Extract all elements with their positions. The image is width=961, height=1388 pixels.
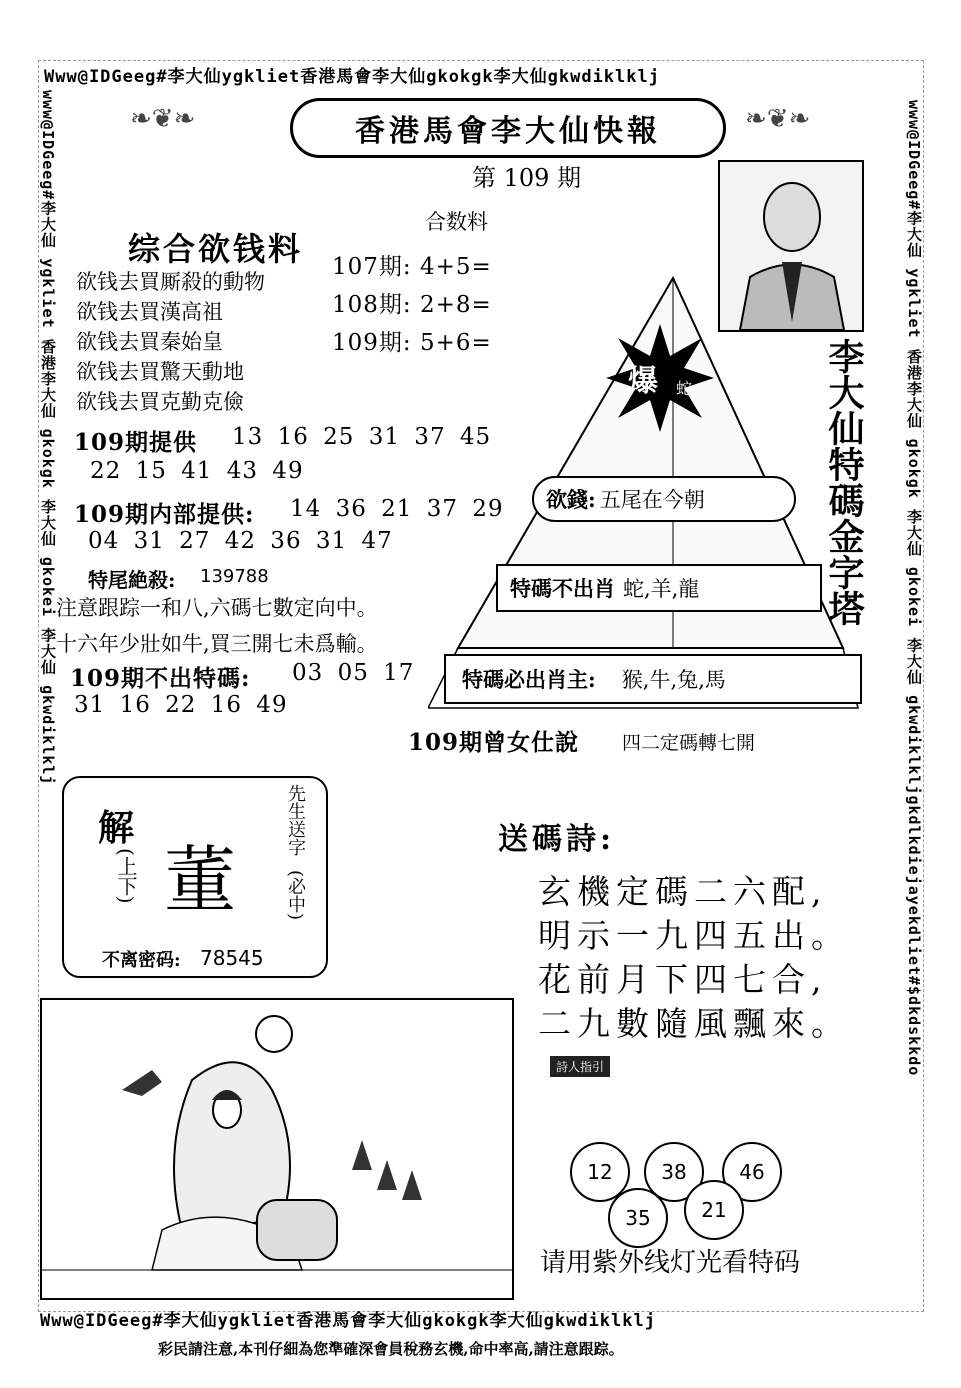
riddle-side-2: (必中) xyxy=(285,870,306,921)
top-banner: Www@IDGeeg#李大仙ygkliet香港馬會李大仙gkokgk李大仙gkwdiklklj xyxy=(44,67,660,87)
right-ornament: ❧❦❧ xyxy=(745,104,811,134)
lady-illustration xyxy=(42,1000,512,1298)
poem-tag: 詩人指引 xyxy=(550,1056,610,1077)
poem-line-2: 明示一九四五出。 xyxy=(538,916,850,955)
heshu-line-1: 107期: 4+5= xyxy=(332,254,492,280)
poem-line-1: 玄機定碼二六配, xyxy=(538,872,828,911)
not-out-label: 109期不出特碼: xyxy=(70,665,251,692)
riddle-sub: (上下) xyxy=(114,848,138,904)
pyramid-side-title: 李大仙特碼金字塔 xyxy=(823,338,865,626)
band-3-value: 猴,牛,兔,馬 xyxy=(621,668,726,692)
burst-char: 爆 xyxy=(628,364,658,399)
section-item-1: 欲钱去買厮殺的動物 xyxy=(76,270,265,294)
heshu-label: 合数料 xyxy=(425,210,488,234)
zeng-value: 四二定碼轉七開 xyxy=(622,732,756,754)
left-side-strip: www@IDGeeg#李大仙 ygkliet 香港李大仙 gkokgk 李大仙 gkokei 李大仙 gkwdiklklj xyxy=(39,90,57,786)
section-item-5: 欲钱去買克勤克儉 xyxy=(76,390,244,414)
riddle-side: 先生送字 xyxy=(285,784,306,856)
pyramid-band-3 xyxy=(444,654,862,704)
pyramid-band-2 xyxy=(496,564,822,612)
provide-row-1: 13 16 25 31 37 45 xyxy=(232,424,492,450)
heshu-line-2: 108期: 2+8= xyxy=(332,292,492,318)
footer-note: 彩民請注意,本刊仔細為您準確深會員稅務玄機,命中率高,請注意跟踪。 xyxy=(158,1340,624,1358)
section-item-3: 欲钱去買秦始皇 xyxy=(76,330,223,354)
right-side-strip: www@IDGeeg#李大仙 ygkliet 香港李大仙 gkokgk 李大仙 gkokei 李大仙 gkwdiklkljgkdlkdiejayekdliet#$dkdskkdo xyxy=(905,100,923,1077)
internal-row-2: 04 31 27 42 36 31 47 xyxy=(88,528,393,554)
note-2: 十六年少壯如牛,買三開七未爲輸。 xyxy=(56,632,378,656)
section-item-4: 欲钱去買驚天動地 xyxy=(76,360,244,384)
number-ball: 38 xyxy=(644,1142,704,1202)
band-2-value: 蛇,羊,龍 xyxy=(623,577,700,601)
poem-line-3: 花前月下四七合, xyxy=(538,960,828,999)
band-1-label: 欲錢: xyxy=(546,487,596,512)
tail-kill-label: 特尾絶殺: xyxy=(88,568,176,592)
bottom-banner: Www@IDGeeg#李大仙ygkliet香港馬會李大仙gkokgk李大仙gkwdiklklj xyxy=(40,1311,656,1331)
section-title: 综合欲钱料 xyxy=(128,230,304,268)
riddle-jie: 解 xyxy=(98,807,135,849)
provide-row-2: 22 15 41 43 49 xyxy=(90,458,304,484)
band-3-label: 特碼必出肖主: xyxy=(462,667,596,692)
not-out-row-1: 03 05 17 xyxy=(292,660,415,686)
number-ball: 21 xyxy=(684,1180,744,1240)
band-1-value: 五尾在今朝 xyxy=(599,488,705,512)
internal-row-1: 14 36 21 37 29 xyxy=(290,496,504,522)
section-item-2: 欲钱去買漢高祖 xyxy=(76,300,223,324)
uv-hint: 请用紫外线灯光看特码 xyxy=(540,1248,801,1278)
provide-label: 109期提供 xyxy=(74,429,198,456)
illustration-frame xyxy=(40,998,514,1300)
secret-label: 不离密码: xyxy=(102,950,181,971)
zeng-label: 109期曾女仕說 xyxy=(408,729,580,756)
secret-value: 78545 xyxy=(200,946,264,970)
issue-number: 第 109 期 xyxy=(472,164,582,192)
burst-star-icon xyxy=(604,322,716,434)
riddle-char: 董 xyxy=(164,838,237,922)
burst-animal: 蛇 xyxy=(676,379,693,398)
poem-title: 送碼詩: xyxy=(498,822,616,857)
number-ball: 46 xyxy=(722,1142,782,1202)
poem-line-4: 二九數隨風飄來。 xyxy=(538,1004,850,1043)
heshu-line-3: 109期: 5+6= xyxy=(332,330,492,356)
number-ball: 12 xyxy=(570,1142,630,1202)
band-2-label: 特碼不出肖 xyxy=(510,576,615,601)
not-out-row-2: 31 16 22 16 49 xyxy=(74,692,288,718)
tail-kill-value: 139788 xyxy=(200,566,269,587)
pyramid-band-1 xyxy=(532,476,796,522)
left-ornament: ❧❦❧ xyxy=(130,104,196,134)
number-ball: 35 xyxy=(608,1188,668,1248)
internal-label: 109期内部提供: xyxy=(74,501,255,528)
note-1: 注意跟踪一和八,六碼七數定向中。 xyxy=(56,596,378,620)
page-title: 香港馬會李大仙快報 xyxy=(290,98,726,158)
